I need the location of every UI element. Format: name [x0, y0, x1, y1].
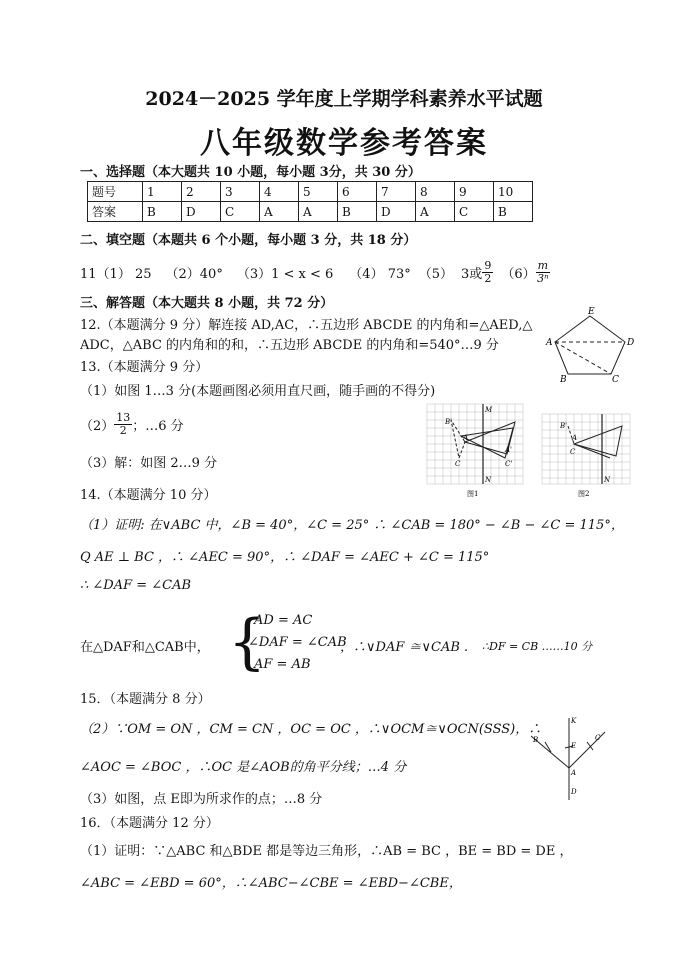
pentagon-label: E	[588, 307, 595, 317]
section3-heading: 三、解答题（本大题共 8 小题，共 72 分）	[80, 296, 334, 311]
q15-line1: （2）∵OM = ON ，CM = CN ，OC = OC ，∴∨OCM≅∨OCN(SSS)，∴	[80, 722, 542, 737]
q11-part3: （3）1 < x < 6	[236, 266, 334, 282]
angle-label: B	[533, 736, 539, 744]
table-cell: 3	[221, 182, 260, 202]
angle-label: E	[571, 742, 577, 750]
grid1-label: C	[455, 460, 461, 468]
table-cell: A	[299, 202, 338, 222]
q11-fraction-9-2	[482, 260, 493, 285]
fraction-denominator: 3ⁿ	[537, 271, 549, 285]
table-cell: B	[494, 202, 533, 222]
angle-label: K	[571, 717, 577, 725]
grid2-label: A	[572, 434, 578, 442]
q16-heading: 16．（本题满分 12 分）	[80, 816, 219, 831]
q13-fraction-13-2	[114, 412, 132, 437]
angle-label: A	[571, 769, 577, 777]
q15-line3: （3）如图，点 E即为所求作的点；…8 分	[80, 792, 323, 807]
table-cell: B	[143, 202, 182, 222]
table-cell: D	[377, 202, 416, 222]
table-cell: 答案	[88, 202, 143, 222]
q12-line2: ADC，△ABC 的内角和的和，∴五边形 ABCDE 的内角和=540°…9 分	[80, 338, 499, 353]
fraction-numerator: 13	[116, 410, 131, 424]
q14-heading: 14.（本题满分 10 分）	[80, 488, 217, 503]
grid2-caption: 图2	[578, 490, 590, 498]
table-row	[88, 202, 533, 222]
table-cell: C	[221, 202, 260, 222]
q13-part2-score: ；…6 分	[132, 418, 184, 434]
angle-bisector-figure	[525, 712, 610, 806]
grid1-label: A	[463, 434, 469, 442]
q14-system-eq3: AF = AB	[254, 657, 311, 672]
q12-line1: 12.（本题满分 9 分）解连接 AD,AC，∴五边形 ABCDE 的内角和=△AED,△	[80, 318, 533, 333]
q14-line1: （1）证明: 在∨ABC 中，∠B = 40°，∠C = 25° ∴ ∠CAB = 180° − ∠B − ∠C = 115°，	[80, 518, 624, 533]
grid2-label: B'	[560, 422, 568, 430]
q11-part4: （4） 73°	[349, 266, 411, 282]
q11-part5: （5）	[418, 266, 454, 282]
table-cell: D	[182, 202, 221, 222]
table-row	[88, 182, 533, 202]
pentagon-label: D	[627, 338, 635, 348]
q16-line2: ∠ABC = ∠EBD = 60°，∴∠ABC−∠CBE = ∠EBD−∠CBE，	[80, 876, 462, 891]
q11-part6: （6）	[501, 266, 536, 282]
q13-part3: （3）解：如图 2…9 分	[80, 456, 218, 471]
table-cell: B	[338, 202, 377, 222]
table-cell: 10	[494, 182, 533, 202]
q11-line	[80, 257, 550, 287]
q15-line2: ∠AOC = ∠BOC ，∴OC 是∠AOB的角平分线；…4 分	[80, 760, 407, 775]
grid-figure-1	[425, 402, 525, 498]
table-cell: C	[455, 202, 494, 222]
grid-figure-2	[540, 412, 632, 498]
table-cell: A	[416, 202, 455, 222]
table-cell: 8	[416, 182, 455, 202]
grid1-label: B'	[445, 418, 453, 426]
fraction-denominator: 2	[484, 271, 492, 285]
document-subtitle: 八年级数学参考答案	[200, 126, 488, 161]
table-cell: 1	[143, 182, 182, 202]
q11-part5-value: 3或	[461, 266, 483, 282]
q14-score: ∴DF = CB ……10 分	[482, 640, 593, 653]
section2-heading: 二、填空题（本题共 6 个小题，每小题 3 分，共 18 分）	[80, 233, 417, 248]
table-cell: 7	[377, 182, 416, 202]
fraction-numerator: m	[537, 258, 549, 272]
angle-label: C	[595, 734, 601, 742]
pentagon-label: C	[612, 375, 619, 384]
grid2-label: C	[570, 448, 576, 456]
grid2-label: N	[604, 476, 611, 484]
q14-conclusion: ，∴∨DAF ≅∨CAB .	[340, 640, 469, 655]
grid1-label: A'	[505, 446, 512, 454]
document-title: 2024－2025 学年度上学期学科素养水平试题	[145, 88, 543, 110]
grid1-caption: 图1	[467, 490, 479, 498]
grid1-label: C'	[505, 460, 513, 468]
q13-heading: 13.（本题满分 9 分）	[80, 360, 209, 375]
q11-fraction-m-3n	[536, 260, 550, 285]
q13-part1: （1）如图 1…3 分(本题画图必须用直尺画，随手画的不得分)	[80, 384, 436, 399]
q14-line3: ∴ ∠DAF = ∠CAB	[80, 578, 192, 593]
q14-system-eq1: AD = AC	[254, 613, 313, 628]
q11-part2: （2）40°	[165, 266, 223, 282]
pentagon-label: B	[560, 375, 567, 384]
table-cell: 题号	[88, 182, 143, 202]
pentagon-figure	[545, 306, 635, 384]
q14-system-eq2: ∠DAF = ∠CAB	[248, 635, 347, 650]
fraction-denominator: 2	[119, 423, 127, 437]
grid1-label: M	[485, 406, 493, 414]
fraction-numerator: 9	[484, 258, 492, 272]
q13-part2	[80, 406, 184, 442]
q11-part1: 11（1） 25	[80, 266, 152, 282]
pentagon-label: A	[546, 338, 553, 348]
section1-heading: 一、选择题（本大题共 10 小题，每小题 3分，共 30 分）	[80, 165, 421, 180]
q14-line4-prefix: 在△DAF和△CAB中，	[80, 640, 210, 655]
q14-line2: Q AE ⊥ BC ，∴ ∠AEC = 90°，∴ ∠DAF = ∠AEC + ∠C = 115°	[80, 550, 490, 565]
grid1-label: N	[485, 476, 492, 484]
table-cell: A	[260, 202, 299, 222]
table-cell: 5	[299, 182, 338, 202]
angle-label: D	[571, 788, 577, 796]
table-cell: 2	[182, 182, 221, 202]
q16-line1: （1）证明：∵△ABC 和△BDE 都是等边三角形，∴AB = BC ，BE = BD = DE ，	[80, 844, 573, 859]
answer-table	[87, 181, 533, 222]
q13-part2-label: （2）	[80, 418, 115, 434]
table-cell: 4	[260, 182, 299, 202]
table-cell: 9	[455, 182, 494, 202]
equation-brace: {	[228, 607, 267, 677]
q15-heading: 15．（本题满分 8 分）	[80, 692, 211, 707]
table-cell: 6	[338, 182, 377, 202]
